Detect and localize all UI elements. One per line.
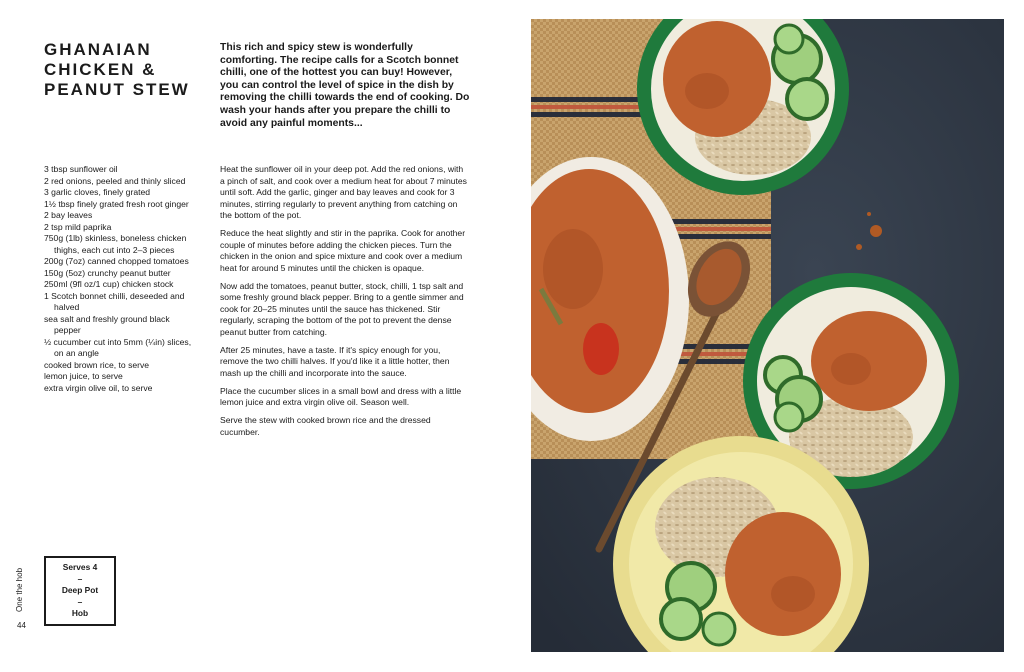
- method-step: Heat the sunflower oil in your deep pot. Add the red onions, with a pinch of salt, and cook over a medium heat for about 7 minutes until soft. Add the garlic, ginger and bay leaves and cook for 3 minutes, stirring regularly to prevent anything from catching on the bottom of the pot.: [220, 164, 467, 220]
- recipe-photo: [531, 19, 1004, 652]
- ingredient-item: sea salt and freshly ground black pepper: [44, 313, 170, 335]
- ingredient-item: lemon juice, to serve: [44, 371, 123, 381]
- ingredient-item: 250ml (9fl oz/1 cup) chicken stock: [44, 279, 174, 289]
- badge-dash: –: [77, 573, 83, 584]
- page-number: 44: [17, 621, 26, 630]
- recipe-info-badge: [44, 556, 116, 626]
- ingredient-item: 2 tsp mild paprika: [44, 221, 112, 232]
- method-steps: [220, 164, 470, 445]
- title-line: GHANAIAN: [44, 40, 152, 59]
- title-line: CHICKEN &: [44, 60, 157, 79]
- ingredient-item: 150g (5oz) crunchy peanut butter: [44, 267, 171, 278]
- cooking-method-label: Hob: [71, 608, 89, 619]
- ingredient-item: 2 red onions, peeled and thinly sliced: [44, 175, 186, 186]
- equipment-label: Deep Pot: [61, 585, 99, 596]
- method-step: Now add the tomatoes, peanut butter, stock, chilli, 1 tsp salt and some freshly ground black pepper. Bring to a gentle simmer and cook for 20–25 minutes until the sauce has thickened. Stir regularly, scraping the bottom of the pot to prevent the dense peanut butter from catching.: [220, 280, 464, 337]
- ingredient-item: 1 Scotch bonnet chilli, deseeded and halved: [44, 290, 185, 312]
- recipe-title: [44, 40, 214, 100]
- ingredient-item: 3 tbsp sunflower oil: [44, 164, 118, 174]
- ingredient-item: 200g (7oz) canned chopped tomatoes: [44, 256, 189, 266]
- title-line: PEANUT STEW: [44, 80, 190, 99]
- ingredient-item: 1½ tbsp finely grated fresh root ginger: [44, 198, 189, 209]
- method-step: After 25 minutes, have a taste. If it's spicy enough for you, remove the two chilli halves. If you'd like it a little hotter, then mash up the chilli and incorporate into the sauce.: [220, 344, 450, 378]
- method-step: Reduce the heat slightly and stir in the paprika. Cook for another couple of minutes before adding the chicken pieces. Turn the chicken in the onion and spice mixture and cook over a medium heat for around 5 minutes until the chicken is opaque.: [220, 228, 466, 273]
- ingredient-item: 750g (1lb) skinless, boneless chicken thighs, each cut into 2–3 pieces: [44, 233, 187, 255]
- chapter-label: One the hob: [15, 567, 24, 612]
- ingredient-item: cooked brown rice, to serve: [44, 359, 150, 370]
- method-step: Serve the stew with cooked brown rice and the dressed cucumber.: [220, 415, 431, 437]
- badge-dash: –: [77, 596, 83, 607]
- serves-label: Serves 4: [62, 562, 98, 573]
- ingredient-item: 2 bay leaves: [44, 210, 93, 220]
- ingredients-list: [44, 164, 214, 394]
- ingredient-item: 3 garlic cloves, finely grated: [44, 187, 151, 197]
- ingredient-item: ½ cucumber cut into 5mm (¼in) slices, on an angle: [44, 336, 192, 358]
- recipe-intro: This rich and spicy stew is wonderfully comforting. The recipe calls for a Scotch bonnet chilli, one of the hottest you can buy! However, you can control the level of spice in the dish by removing the chilli towards the end of cooking. Do wash your hands after you prepare the chilli to avoid any painful moments...: [220, 42, 470, 129]
- method-step: Place the cucumber slices in a small bowl and dress with a little lemon juice and extra virgin olive oil. Season well.: [220, 385, 462, 407]
- ingredient-item: extra virgin olive oil, to serve: [44, 382, 153, 393]
